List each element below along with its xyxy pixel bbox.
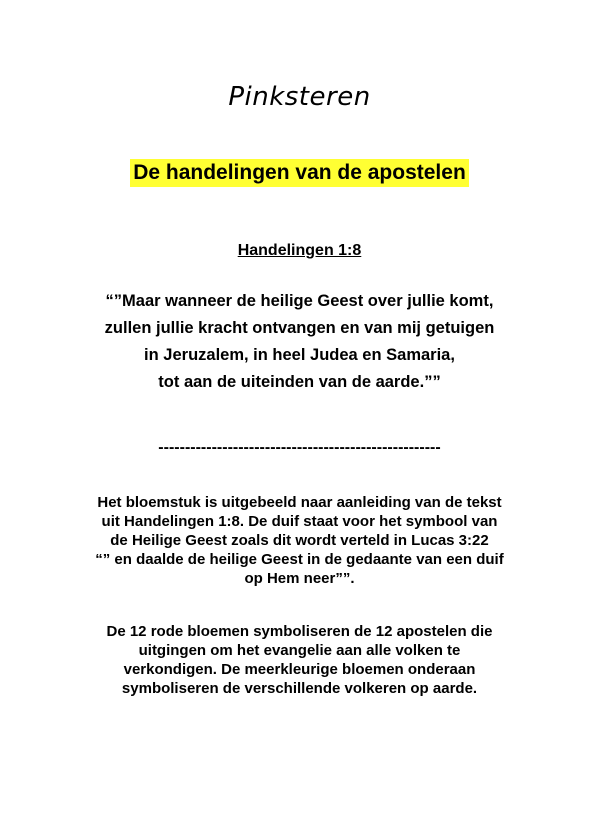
- flowers-paragraph: [0, 622, 599, 698]
- paragraph-line: De 12 rode bloemen symboliseren de 12 apostelen die: [106, 623, 493, 640]
- bible-reference: Handelingen 1:8: [237, 242, 362, 259]
- bible-quote: [0, 288, 599, 396]
- paragraph-line: Het bloemstuk is uitgebeeld naar aanleiding van de tekst: [97, 494, 502, 511]
- paragraph-line: op Hem neer””.: [244, 570, 355, 587]
- quote-line: zullen jullie kracht ontvangen en van mij getuigen: [104, 319, 495, 337]
- quote-line: “”Maar wanneer de heilige Geest over jullie komt,: [105, 292, 494, 310]
- paragraph-line: “” en daalde de heilige Geest in de gedaante van een duif: [95, 551, 504, 568]
- paragraph-line: uit Handelingen 1:8. De duif staat voor het symbool van: [101, 513, 498, 530]
- subtitle-container: [0, 159, 599, 187]
- page-title: Pinksteren: [228, 82, 371, 112]
- paragraph-line: symboliseren de verschillende volkeren op aarde.: [121, 680, 478, 697]
- paragraph-line: uitgingen om het evangelie aan alle volken te: [138, 642, 461, 659]
- paragraph-line: de Heilige Geest zoals dit wordt verteld in Lucas 3:22: [110, 532, 489, 549]
- highlighted-subtitle: De handelingen van de apostelen: [130, 159, 469, 187]
- dashed-divider: -----------------------------------------------------: [158, 439, 441, 456]
- explanation-paragraph: [0, 493, 599, 588]
- quote-line: tot aan de uiteinden van de aarde.””: [158, 373, 441, 391]
- paragraph-line: verkondigen. De meerkleurige bloemen onderaan: [123, 661, 476, 678]
- quote-line: in Jeruzalem, in heel Judea en Samaria,: [144, 346, 455, 364]
